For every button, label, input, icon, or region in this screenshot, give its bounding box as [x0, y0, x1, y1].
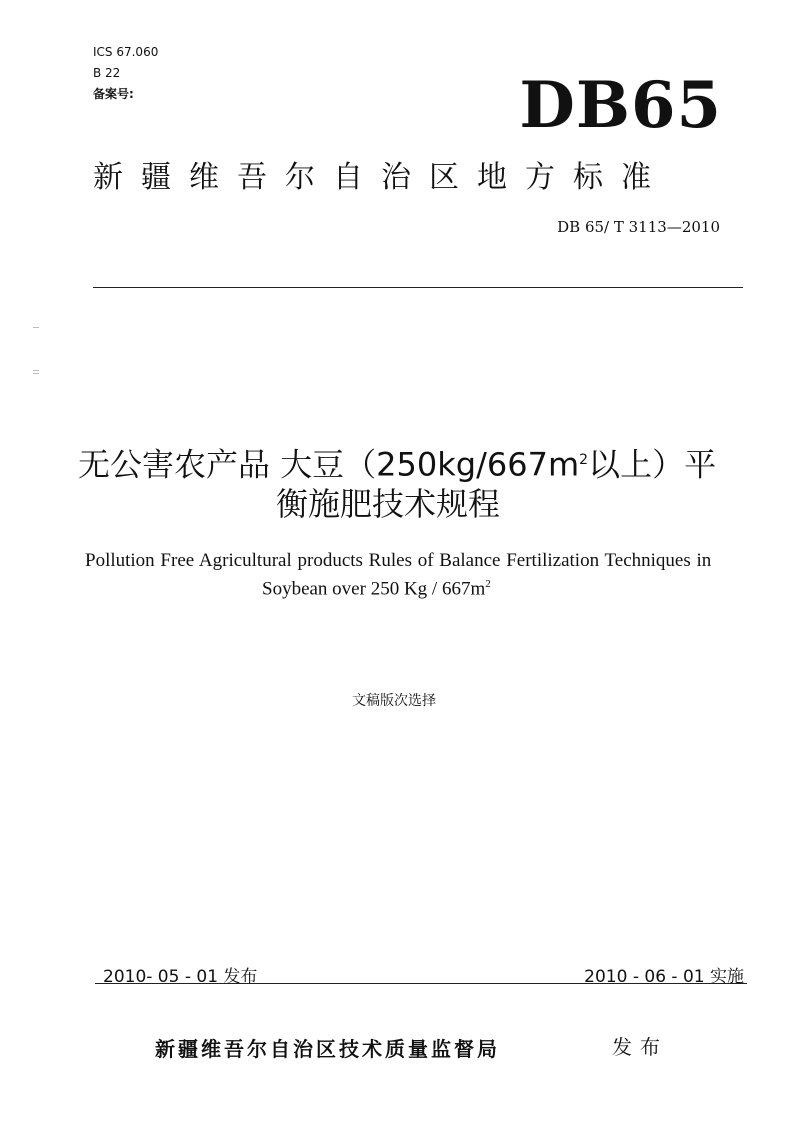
- english-title-line-1: Pollution Free Agricultural products Rules of Balance Fertilization Techniques in: [85, 550, 712, 571]
- chinese-title-line-1: [78, 438, 716, 487]
- implement-date: 2010 - 06 - 01 实施: [584, 967, 744, 987]
- chinese-title-suffix: 以上）平: [588, 445, 717, 484]
- english-title-superscript: 2: [485, 578, 491, 590]
- margin-mark: [33, 370, 39, 371]
- chinese-title-superscript: 2: [579, 452, 589, 468]
- db65-logo: DB65: [519, 68, 722, 143]
- margin-mark: [33, 373, 39, 374]
- english-title-text: Soybean over 250 Kg / 667m: [262, 578, 486, 600]
- chinese-title-prefix: 无公害农产品 大豆（250kg/667m: [78, 445, 580, 484]
- issue-label: 发布: [612, 1035, 668, 1059]
- standard-number: DB 65/ T 3113—2010: [557, 218, 720, 236]
- header-divider: [93, 287, 743, 288]
- ics-code: ICS 67.060: [93, 45, 159, 59]
- english-title-line-2: [262, 578, 491, 600]
- draft-version-label: 文稿版次选择: [352, 693, 436, 709]
- margin-mark: [33, 327, 39, 328]
- classification-code: B 22: [93, 66, 121, 80]
- issuing-authority: 新疆维吾尔自治区技术质量监督局: [155, 1037, 500, 1061]
- record-number-label: 备案号:: [93, 87, 134, 101]
- standard-type-heading: 新疆维吾尔自治区地方标准: [93, 160, 669, 195]
- publish-date: 2010- 05 - 01 发布: [103, 967, 258, 987]
- chinese-title-line-2: 衡施肥技术规程: [276, 485, 501, 523]
- footer-divider: [95, 983, 747, 984]
